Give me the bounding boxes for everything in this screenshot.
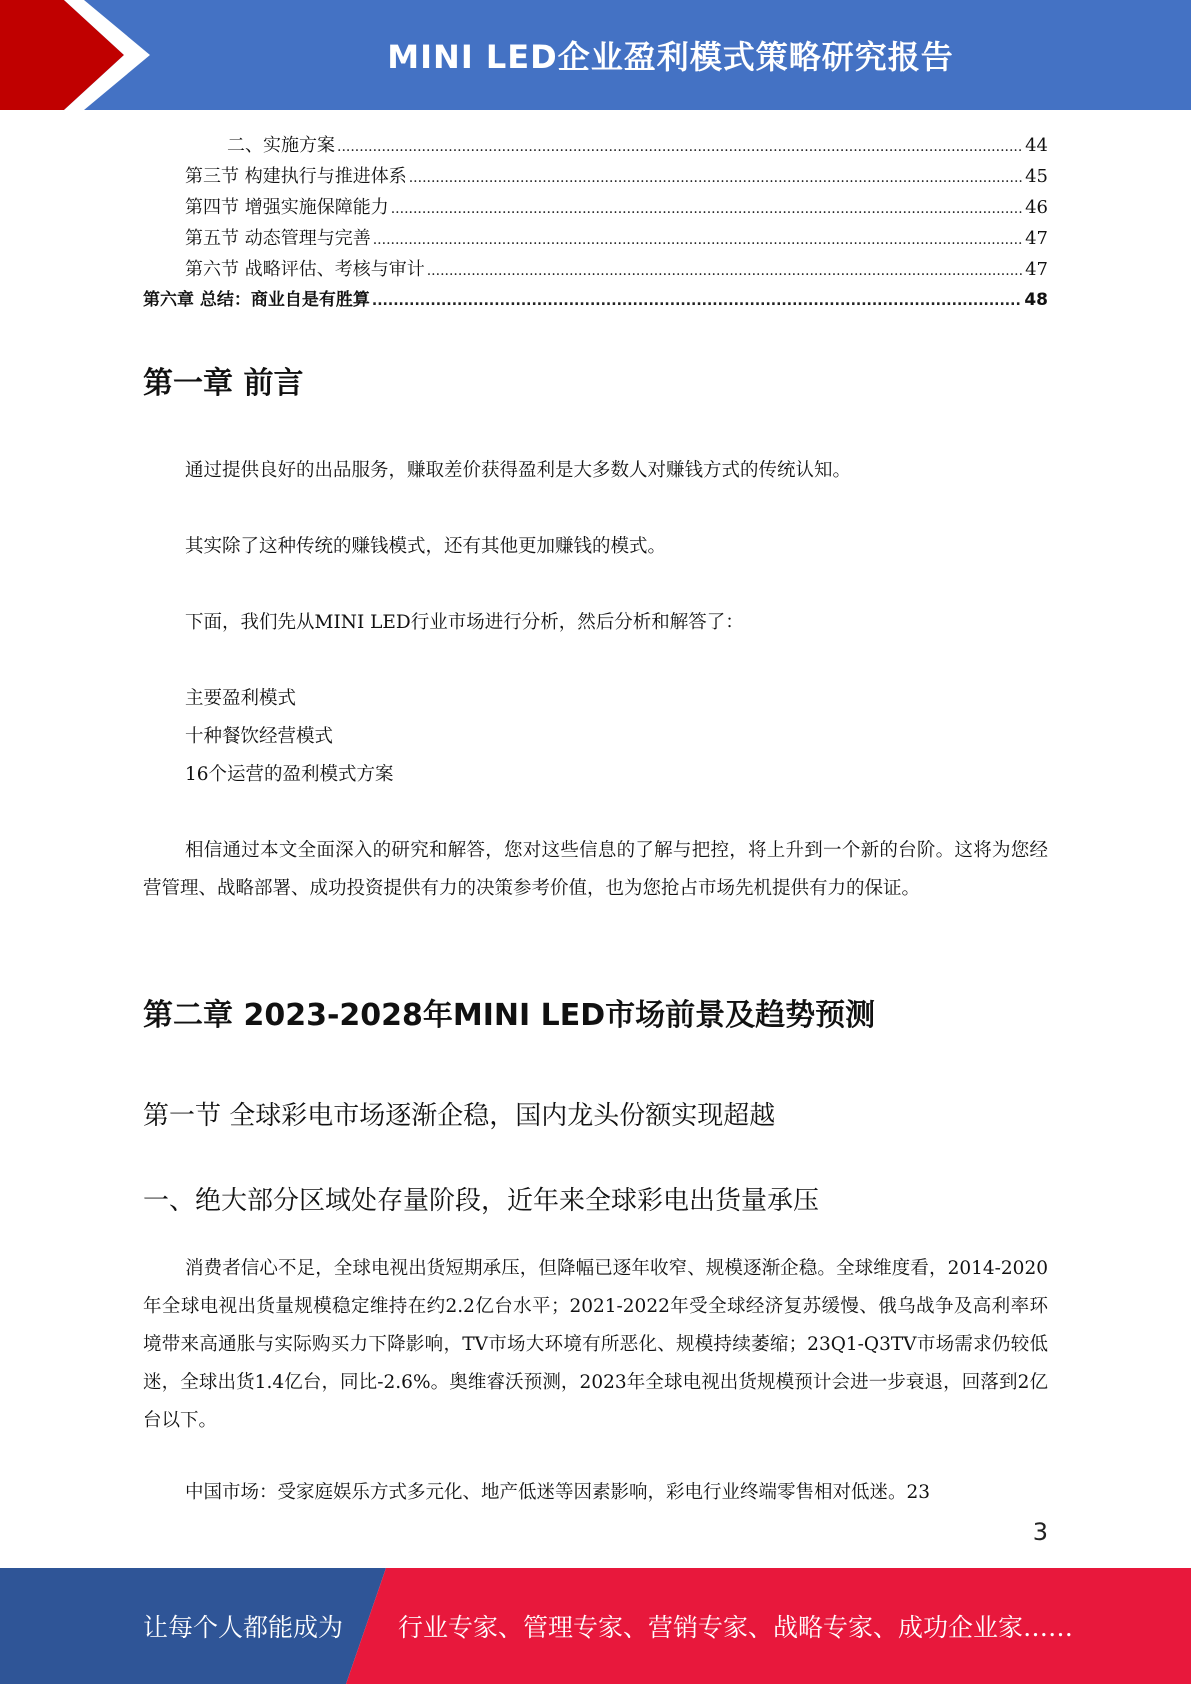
chapter-2-body-2 — [143, 1474, 1048, 1512]
toc-dot-leader — [337, 132, 1023, 163]
toc-entry[interactable] — [143, 192, 1048, 223]
toc-dot-leader — [427, 256, 1023, 287]
toc-entry-page: 46 — [1025, 197, 1048, 218]
toc-entry[interactable] — [143, 161, 1048, 192]
chapter-heading: 第二章 2023-2028年MINI LED市场前景及趋势预测 — [143, 998, 876, 1033]
paragraph: 其实除了这种传统的赚钱模式，还有其他更加赚钱的模式。 — [185, 536, 667, 557]
page-header — [0, 0, 1191, 110]
toc-dot-leader — [372, 286, 1022, 317]
paragraph: 通过提供良好的出品服务，赚取差价获得盈利是大多数人对赚钱方式的传统认知。 — [185, 460, 852, 481]
toc-entry-title: 第四节 增强实施保障能力 — [185, 197, 389, 218]
paragraph: 相信通过本文全面深入的研究和解答，您对这些信息的了解与把控，将上升到一个新的台阶。这将为您经营管理、战略部署、成功投资提供有力的决策参考价值，也为您抢占市场先机提供有力的保证。 — [143, 840, 1048, 899]
section-heading: 第一节 全球彩电市场逐渐企稳，国内龙头份额实现超越 — [143, 1101, 776, 1131]
paragraph: 下面，我们先从MINI LED行业市场进行分析，然后分析和解答了： — [185, 612, 744, 633]
chapter-2-body — [143, 1250, 1048, 1440]
subsection-heading-wrap — [143, 1180, 1048, 1217]
toc-entry-page: 44 — [1025, 135, 1048, 156]
report-title: MINI LED企业盈利模式策略研究报告 — [387, 38, 954, 76]
chapter-1-body-2 — [143, 528, 1048, 566]
toc-entry-title: 第五节 动态管理与完善 — [185, 228, 371, 249]
chapter-1-body-4 — [143, 832, 1048, 908]
toc-entry-title: 第六章 总结：商业自是有胜算 — [143, 290, 370, 310]
chapter-2-heading-wrap — [143, 990, 1048, 1034]
page-footer — [0, 1568, 1191, 1684]
toc-entry[interactable] — [143, 223, 1048, 254]
paragraph: 中国市场：受家庭娱乐方式多元化、地产低迷等因素影响，彩电行业终端零售相对低迷。23 — [185, 1482, 931, 1503]
chapter-1-heading-wrap — [143, 358, 1048, 402]
header-chevron-graphic — [0, 0, 160, 110]
chapter-1-body — [143, 452, 1048, 490]
table-of-contents — [143, 130, 1048, 316]
paragraph: 消费者信心不足，全球电视出货短期承压，但降幅已逐年收窄、规模逐渐企稳。全球维度看，2014-2020年全球电视出货量规模稳定维持在约2.2亿台水平；2021-2022年受全球经济复苏缓慢、俄乌战争及高利率环境带来高通胀与实际购买力下降影响，TV市场大环境有所恶化、规模持续萎缩；23Q1-Q3TV市场需求仍较低迷，全球出货1.4亿台，同比-2.6%。奥维睿沃预测，2023年全球电视出货规模预计会进一步衰退，回落到2亿台以下。 — [143, 1258, 1048, 1431]
toc-entry-title: 二、实施方案 — [227, 135, 335, 156]
toc-dot-leader — [409, 163, 1023, 194]
toc-dot-leader — [373, 225, 1023, 256]
toc-entry-title: 第三节 构建执行与推进体系 — [185, 166, 407, 187]
list-item: 16个运营的盈利模式方案 — [185, 764, 394, 785]
toc-entry-page: 47 — [1025, 228, 1048, 249]
page-number: 3 — [1032, 1518, 1048, 1546]
footer-slogan-right: 行业专家、管理专家、营销专家、战略专家、成功企业家…… — [398, 1613, 1074, 1642]
list-item: 十种餐饮经营模式 — [185, 726, 334, 747]
toc-entry[interactable] — [143, 254, 1048, 285]
toc-entry[interactable] — [143, 130, 1048, 161]
toc-entry-title: 第六节 战略评估、考核与审计 — [185, 259, 425, 280]
toc-dot-leader — [391, 194, 1023, 225]
chapter-heading: 第一章 前言 — [143, 366, 304, 401]
toc-entry[interactable] — [143, 285, 1048, 316]
toc-entry-page: 48 — [1024, 290, 1048, 310]
model-list — [143, 680, 1048, 794]
subsection-heading: 一、绝大部分区域处存量阶段，近年来全球彩电出货量承压 — [143, 1186, 820, 1216]
chapter-1-body-3 — [143, 604, 1048, 642]
footer-slogan-left: 让每个人都能成为 — [143, 1613, 344, 1642]
list-item: 主要盈利模式 — [185, 688, 297, 709]
toc-entry-page: 47 — [1025, 259, 1048, 280]
section-heading-wrap — [143, 1095, 1048, 1132]
toc-entry-page: 45 — [1025, 166, 1048, 187]
